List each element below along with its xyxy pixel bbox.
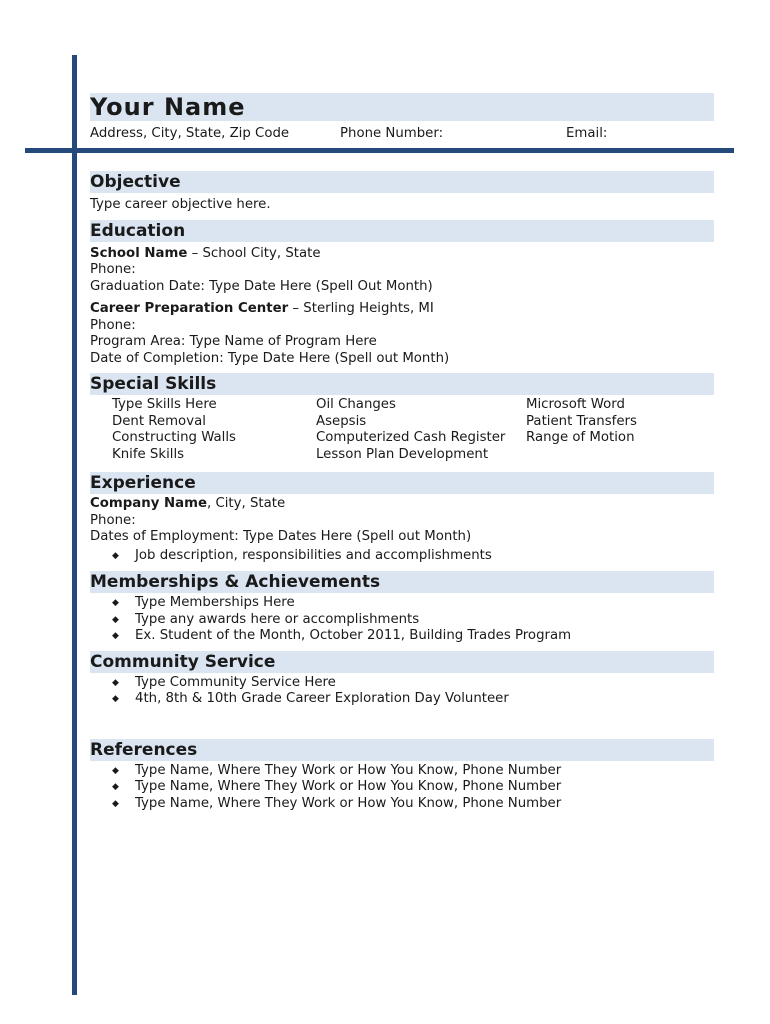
list-item: ◆ 4th, 8th & 10th Grade Career Exploration Day Volunteer [112,691,509,706]
skill-item: Patient Transfers [526,413,637,429]
vertical-accent-rule [72,55,77,995]
contact-phone: Phone Number: [340,126,444,141]
experience-section [90,472,714,564]
skill-item: Dent Removal [112,413,206,429]
skills-grid [90,397,714,463]
skill-item: Knife Skills [112,446,185,462]
list-item: ◆ Type Name, Where They Work or How You Know, Phone Number [112,762,562,778]
skill-item: Oil Changes [316,397,396,412]
contact-address: Address, City, State, Zip Code [90,126,290,141]
contact-email: Email: [566,126,608,141]
company-phone: Phone: [90,512,136,528]
school-name: Career Preparation Center [90,301,289,316]
experience-heading: Experience [90,472,714,494]
skill-item: Range of Motion [526,430,635,445]
references-heading: References [90,739,714,761]
resume-page [90,93,714,812]
list-item: ◆ Type Name, Where They Work or How You Know, Phone Number [112,795,562,811]
education-section [90,220,714,368]
list-item: ◆ Type any awards here or accomplishments [112,611,420,627]
experience-bullets [90,548,714,565]
diamond-bullet-icon: ◆ [112,598,119,608]
diamond-bullet-icon: ◆ [112,631,119,641]
skill-item: Lesson Plan Development [316,446,489,462]
list-item: ◆ Type Memberships Here [112,595,295,610]
school-name: School Name [90,245,188,261]
memberships-section [90,571,714,645]
education-entry [90,246,714,296]
community-section [90,651,714,708]
company-location: , City, State [206,496,286,511]
memberships-bullets [90,595,714,645]
list-item: ◆ Type Name, Where They Work or How You Know, Phone Number [112,779,562,794]
community-heading: Community Service [90,651,714,673]
references-section [90,739,714,813]
skill-item: Asepsis [316,413,367,429]
diamond-bullet-icon: ◆ [112,550,119,561]
education-heading: Education [90,220,714,242]
objective-text: Type career objective here. [90,197,271,212]
objective-heading: Objective [90,171,714,193]
school-phone: Phone: [90,317,136,333]
objective-section [90,171,714,214]
skills-section [90,373,714,463]
skill-item: Microsoft Word [526,397,625,412]
community-bullets [90,675,714,708]
skill-item: Computerized Cash Register [316,430,506,445]
memberships-heading: Memberships & Achievements [90,571,714,593]
diamond-bullet-icon: ◆ [112,765,119,776]
diamond-bullet-icon: ◆ [112,798,119,809]
education-entry [90,301,714,367]
contact-line [90,125,714,145]
employment-dates: Dates of Employment: Type Dates Here (Spell out Month) [90,529,472,544]
list-item: ◆ Ex. Student of the Month, October 2011, Building Trades Program [112,628,572,643]
skill-item: Constructing Walls [112,430,236,445]
resume-name: Your Name [90,93,246,121]
program-area: Program Area: Type Name of Program Here [90,334,377,349]
diamond-bullet-icon: ◆ [112,782,119,792]
skill-item: Type Skills Here [112,397,217,412]
diamond-bullet-icon: ◆ [112,694,119,704]
completion-date: Date of Completion: Type Date Here (Spell out Month) [90,350,450,366]
diamond-bullet-icon: ◆ [112,614,119,625]
school-location: – Sterling Heights, MI [288,301,434,316]
list-item: ◆ Type Community Service Here [112,674,336,690]
graduation-date: Graduation Date: Type Date Here (Spell Out Month) [90,278,433,294]
school-location: – School City, State [187,245,321,261]
company-name: Company Name [90,496,207,511]
list-item: ◆ Job description, responsibilities and accomplishments [112,547,492,563]
school-phone: Phone: [90,262,136,277]
name-band [90,93,714,121]
skills-heading: Special Skills [90,373,714,395]
references-bullets [90,763,714,813]
diamond-bullet-icon: ◆ [112,677,119,688]
